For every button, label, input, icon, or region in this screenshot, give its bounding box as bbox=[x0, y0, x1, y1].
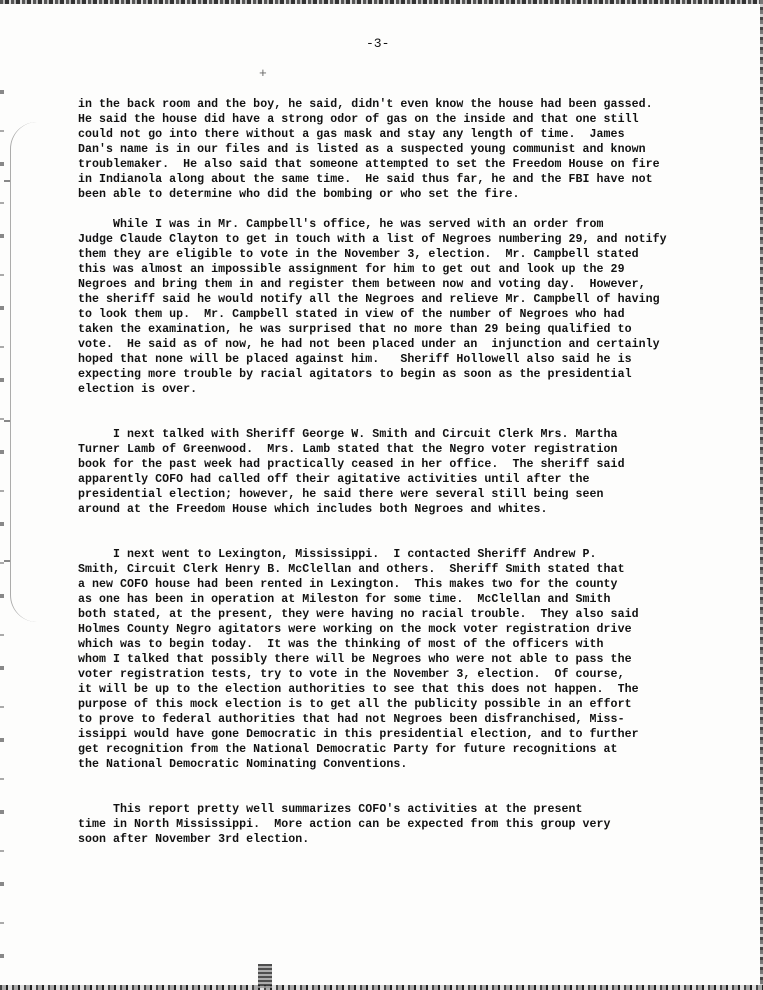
scan-smudge bbox=[258, 964, 272, 988]
paragraph-gap bbox=[78, 412, 718, 427]
paragraph-gap bbox=[78, 517, 718, 532]
text-line: troublemaker. He also said that someone attempted to set the Freedom House on fire bbox=[78, 158, 660, 171]
paragraph-gap bbox=[78, 787, 718, 802]
text-line: election is over. bbox=[78, 383, 198, 396]
text-line: I next went to Lexington, Mississippi. I contacted Sheriff Andrew P. bbox=[78, 548, 597, 561]
text-line: While I was in Mr. Campbell's office, he was served with an order from bbox=[78, 218, 604, 231]
text-line: apparently COFO had called off their agitative activities until after the bbox=[78, 473, 590, 486]
text-line: expecting more trouble by racial agitators to begin as soon as the presidential bbox=[78, 368, 632, 381]
scan-left-margin bbox=[0, 60, 4, 980]
margin-mark: + bbox=[259, 66, 267, 81]
text-line: get recognition from the National Democratic Party for future recognitions at bbox=[78, 743, 618, 756]
text-line: Turner Lamb of Greenwood. Mrs. Lamb stated that the Negro voter registration bbox=[78, 443, 618, 456]
text-line: Smith, Circuit Clerk Henry B. McClellan and others. Sheriff Smith stated that bbox=[78, 563, 625, 576]
scan-top-border bbox=[0, 0, 763, 4]
text-line: taken the examination, he was surprised that no more than 29 being qualified to bbox=[78, 323, 632, 336]
text-line: to look them up. Mr. Campbell stated in view of the number of Negroes who had bbox=[78, 308, 625, 321]
text-line: the National Democratic Nominating Conventions. bbox=[78, 758, 408, 771]
margin-tick bbox=[4, 560, 10, 562]
text-line: it will be up to the election authorities to see that this does not happen. The bbox=[78, 683, 639, 696]
paragraph-gap bbox=[78, 202, 718, 217]
text-line: in Indianola along about the same time. He said thus far, he and the FBI have not bbox=[78, 173, 653, 186]
text-line: this was almost an impossible assignment for him to get out and look up the 29 bbox=[78, 263, 625, 276]
text-line: hoped that none will be placed against him. Sheriff Hollowell also said he is bbox=[78, 353, 632, 366]
text-line: which was to begin today. It was the thinking of most of the officers with bbox=[78, 638, 604, 651]
paragraph-gap bbox=[78, 397, 718, 412]
text-line: Holmes County Negro agitators were working on the mock voter registration drive bbox=[78, 623, 632, 636]
text-line: presidential election; however, he said there were several still being seen bbox=[78, 488, 604, 501]
scan-bottom-border bbox=[0, 985, 763, 990]
text-line: could not go into there without a gas mask and stay any length of time. James bbox=[78, 128, 625, 141]
text-line: as one has been in operation at Mileston for some time. McClellan and Smith bbox=[78, 593, 611, 606]
text-line: Dan's name is in our files and is listed as a suspected young communist and known bbox=[78, 143, 646, 156]
document-body bbox=[78, 97, 718, 847]
text-line: both stated, at the present, they were having no racial trouble. They also said bbox=[78, 608, 639, 621]
text-line: purpose of this mock election is to get all the publicity possible in an effort bbox=[78, 698, 632, 711]
text-line: issippi would have gone Democratic in this presidential election, and to further bbox=[78, 728, 639, 741]
text-line: This report pretty well summarizes COFO's activities at the present bbox=[78, 803, 583, 816]
text-line: them they are eligible to vote in the November 3, election. Mr. Campbell stated bbox=[78, 248, 639, 261]
text-line: to prove to federal authorities that had not Negroes been disfranchised, Miss- bbox=[78, 713, 625, 726]
text-line: vote. He said as of now, he had not been placed under an injunction and certainly bbox=[78, 338, 660, 351]
text-line: I next talked with Sheriff George W. Smith and Circuit Clerk Mrs. Martha bbox=[78, 428, 618, 441]
text-line: the sheriff said he would notify all the Negroes and relieve Mr. Campbell of having bbox=[78, 293, 660, 306]
margin-bracket bbox=[10, 122, 37, 622]
text-line: Judge Claude Clayton to get in touch with a list of Negroes numbering 29, and notify bbox=[78, 233, 667, 246]
text-line: been able to determine who did the bombing or who set the fire. bbox=[78, 188, 520, 201]
paragraph-gap bbox=[78, 532, 718, 547]
text-line: around at the Freedom House which includes both Negroes and whites. bbox=[78, 503, 548, 516]
text-line: whom I talked that possibly there will be Negroes who were not able to pass the bbox=[78, 653, 632, 666]
text-line: in the back room and the boy, he said, didn't even know the house had been gassed. bbox=[78, 98, 653, 111]
text-line: book for the past week had practically ceased in her office. The sheriff said bbox=[78, 458, 625, 471]
text-line: voter registration tests, try to vote in the November 3, election. Of course, bbox=[78, 668, 625, 681]
paragraph-gap bbox=[78, 772, 718, 787]
margin-tick bbox=[4, 420, 10, 422]
text-line: a new COFO house had been rented in Lexington. This makes two for the county bbox=[78, 578, 618, 591]
page-number: -3- bbox=[366, 36, 390, 51]
text-line: He said the house did have a strong odor of gas on the inside and that one still bbox=[78, 113, 639, 126]
text-line: soon after November 3rd election. bbox=[78, 833, 310, 846]
text-line: Negroes and bring them in and register them between now and voting day. However, bbox=[78, 278, 646, 291]
text-line: time in North Mississippi. More action can be expected from this group very bbox=[78, 818, 611, 831]
margin-tick bbox=[4, 180, 10, 182]
